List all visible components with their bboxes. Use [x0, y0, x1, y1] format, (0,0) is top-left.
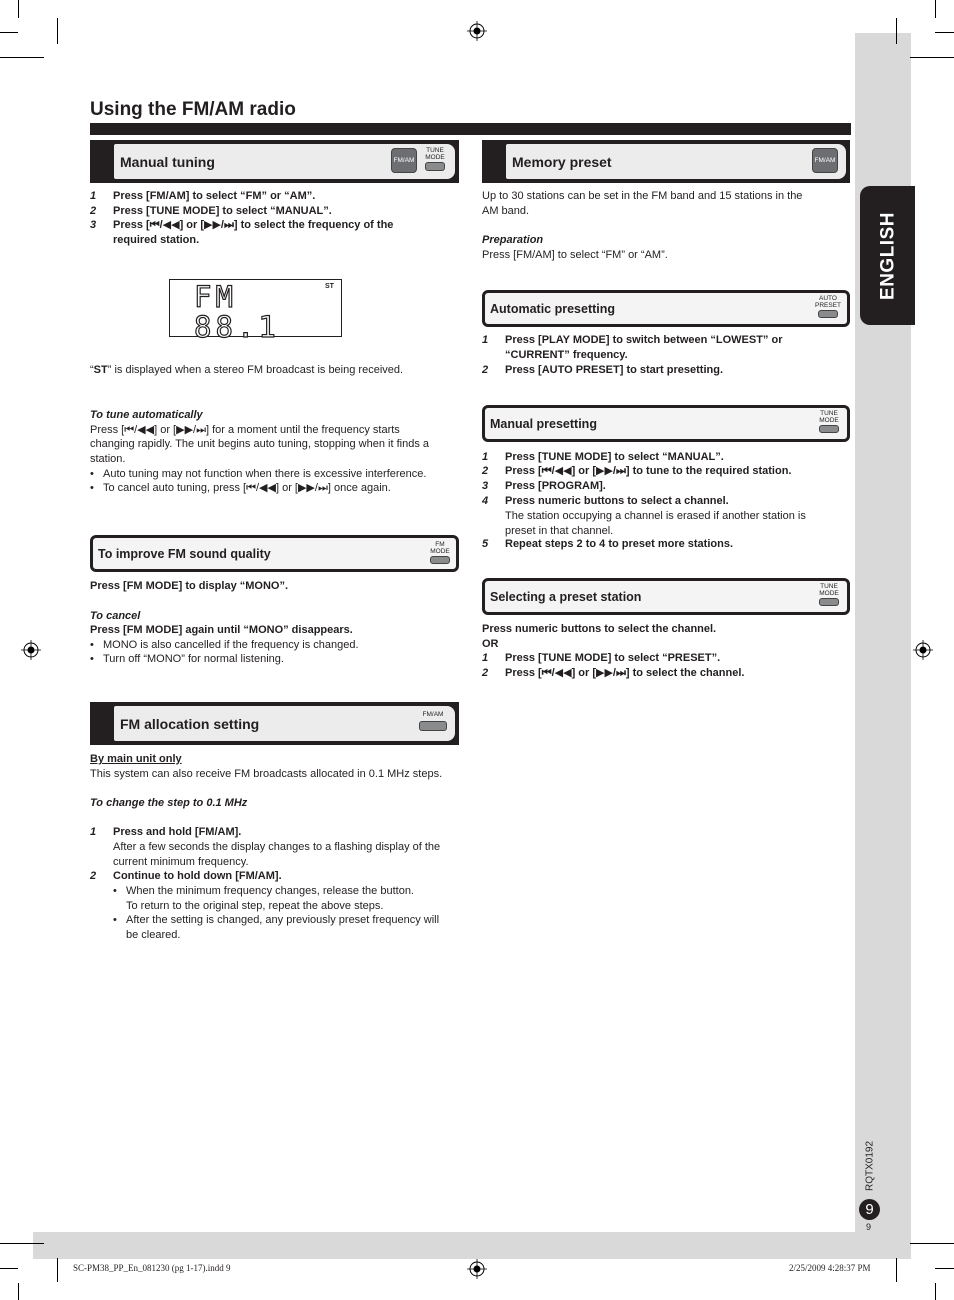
list-item: 4 Press numeric buttons to select a channel. The station occupying a channel is erased if another station is preset in that channel. — [482, 495, 806, 537]
auto-preset-key-icon: AUTO PRESET — [811, 295, 845, 318]
fm-display-illustration — [169, 279, 342, 344]
title-rule — [90, 123, 851, 135]
cancel-instruction: Press [FM MODE] again until “MONO” disappears. — [90, 624, 353, 636]
registration-mark-icon — [913, 640, 933, 660]
section-title: Manual presetting — [490, 417, 597, 431]
fm-mode-instruction: Press [FM MODE] to display “MONO”. — [90, 580, 289, 592]
section-title: Automatic presetting — [490, 302, 616, 316]
display-frequency: FM 88.1 — [194, 280, 280, 344]
fm-am-key-icon: FM/AM — [812, 148, 838, 173]
manual-presetting-header — [482, 405, 850, 442]
auto-presetting-header — [482, 290, 850, 327]
language-tab-label: ENGLISH — [877, 211, 898, 300]
memory-intro-line: Up to 30 stations can be set in the FM band and 15 stations in the — [482, 190, 803, 202]
fm-am-key-icon: FM/AM — [415, 711, 451, 731]
section-title: Selecting a preset station — [490, 590, 642, 604]
page-number-small: 9 — [866, 1222, 872, 1232]
bottom-gray-band — [33, 1232, 911, 1259]
memory-preset-header — [482, 140, 850, 183]
section-title: To improve FM sound quality — [98, 547, 271, 561]
allocation-intro: This system can also receive FM broadcasts allocated in 0.1 MHz steps. — [90, 768, 443, 780]
memory-intro-line: AM band. — [482, 205, 530, 217]
fm-am-key-icon: FM/AM — [391, 148, 417, 173]
registration-mark-icon — [467, 21, 487, 41]
manual-tuning-header — [90, 140, 459, 183]
list-item: • After the setting is changed, any previously preset frequency will be cleared. — [113, 914, 440, 941]
print-slug-file: SC-PM38_PP_En_081230 (pg 1-17).indd 9 — [73, 1263, 231, 1273]
fm-allocation-header — [90, 702, 459, 745]
tune-mode-key-icon: TUNE MODE — [815, 583, 843, 606]
auto-tune-line: Press [⏮/◀◀] or [▶▶/⏭] for a moment until the frequency starts — [90, 424, 400, 436]
auto-tune-line: changing rapidly. The unit begins auto tuning, stopping when it finds a — [90, 438, 429, 450]
tune-mode-key-icon: TUNE MODE — [421, 147, 449, 171]
preparation-text: Press [FM/AM] to select “FM” or “AM”. — [482, 249, 668, 261]
change-step-heading: To change the step to 0.1 MHz — [90, 797, 248, 809]
page-title: Using the FM/AM radio — [90, 99, 296, 120]
preparation-heading: Preparation — [482, 234, 544, 246]
page-number-badge: 9 — [859, 1199, 880, 1220]
numeric-instruction: Press numeric buttons to select the channel. — [482, 623, 717, 635]
registration-mark-icon — [21, 640, 41, 660]
language-tab — [860, 186, 915, 325]
list-item: • When the minimum frequency changes, release the button. To return to the original step, repeat the above steps. — [113, 885, 414, 912]
registration-mark-icon — [467, 1259, 487, 1279]
selecting-preset-header — [482, 578, 850, 615]
fm-mode-key-icon: FM MODE — [426, 541, 454, 564]
or-label: OR — [482, 638, 499, 650]
print-slug-date: 2/25/2009 4:28:37 PM — [789, 1263, 871, 1273]
list-item: 1 Press and hold [FM/AM]. After a few seconds the display changes to a flashing display of the current minimum frequency. — [90, 826, 441, 868]
list-item: 3 Press [⏮/◀◀] or [▶▶/⏭] to select the frequency of the required station. — [90, 219, 394, 246]
stereo-indicator: ST — [325, 283, 334, 290]
stereo-note: “ST” is displayed when a stereo FM broadcast is being received. — [90, 364, 404, 376]
tune-mode-key-icon: TUNE MODE — [815, 410, 843, 433]
auto-tune-line: station. — [90, 453, 126, 465]
cancel-heading: To cancel — [90, 610, 141, 622]
auto-tune-heading: To tune automatically — [90, 409, 203, 421]
by-main-unit-heading: By main unit only — [90, 753, 182, 765]
list-item: 1 Press [PLAY MODE] to switch between “LOWEST” or “CURRENT” frequency. — [482, 334, 783, 361]
section-title: Manual tuning — [120, 154, 215, 170]
document-code: RQTX0192 — [864, 1140, 876, 1192]
fm-quality-header — [90, 535, 459, 572]
section-title: FM allocation setting — [120, 716, 260, 732]
section-title: Memory preset — [512, 154, 612, 170]
